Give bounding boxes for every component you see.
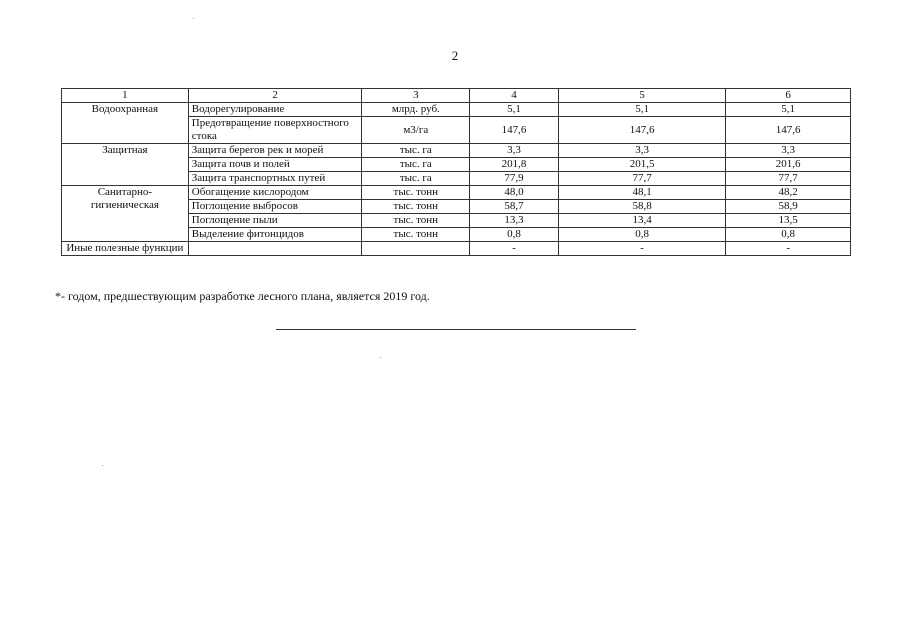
unit-cell: млрд. руб. xyxy=(362,103,470,117)
unit-cell: тыс. тонн xyxy=(362,228,470,242)
function-name-cell: Обогащение кислородом xyxy=(188,186,362,200)
unit-cell: тыс. га xyxy=(362,144,470,158)
value-cell-col6: 147,6 xyxy=(726,117,851,144)
unit-cell: тыс. га xyxy=(362,172,470,186)
unit-cell: тыс. тонн xyxy=(362,200,470,214)
value-cell-col5: 13,4 xyxy=(558,214,725,228)
value-cell-col4: 77,9 xyxy=(470,172,559,186)
unit-cell: тыс. га xyxy=(362,158,470,172)
column-header-6: 6 xyxy=(726,89,851,103)
value-cell-col4: 48,0 xyxy=(470,186,559,200)
value-cell-col4: 58,7 xyxy=(470,200,559,214)
function-name-cell: Водорегулирование xyxy=(188,103,362,117)
value-cell-col4: 3,3 xyxy=(470,144,559,158)
column-header-1: 1 xyxy=(62,89,189,103)
page-number: 2 xyxy=(451,48,459,63)
value-cell-col6: 77,7 xyxy=(726,172,851,186)
value-cell-col5: 5,1 xyxy=(558,103,725,117)
category-cell: Водоохранная xyxy=(62,103,189,144)
table-row xyxy=(62,186,851,200)
forest-functions-table xyxy=(61,88,851,256)
unit-cell xyxy=(362,242,470,256)
function-name-cell xyxy=(188,242,362,256)
table-row xyxy=(62,242,851,256)
function-name-cell: Защита почв и полей xyxy=(188,158,362,172)
category-cell: Иные полезные функции xyxy=(62,242,189,256)
unit-cell: тыс. тонн xyxy=(362,214,470,228)
value-cell-col6: 58,9 xyxy=(726,200,851,214)
column-header-2: 2 xyxy=(188,89,362,103)
value-cell-col5: 3,3 xyxy=(558,144,725,158)
function-name-cell: Выделение фитонцидов xyxy=(188,228,362,242)
value-cell-col5: 58,8 xyxy=(558,200,725,214)
value-cell-col4: 0,8 xyxy=(470,228,559,242)
column-header-3: 3 xyxy=(362,89,470,103)
value-cell-col4: 5,1 xyxy=(470,103,559,117)
function-name-cell: Защита транспортных путей xyxy=(188,172,362,186)
column-header-4: 4 xyxy=(470,89,559,103)
table-row xyxy=(62,144,851,158)
function-name-cell: Защита берегов рек и морей xyxy=(188,144,362,158)
scan-speck xyxy=(380,357,381,358)
value-cell-col6: 5,1 xyxy=(726,103,851,117)
value-cell-col6: - xyxy=(726,242,851,256)
table-header-row xyxy=(62,89,851,103)
value-cell-col5: 77,7 xyxy=(558,172,725,186)
value-cell-col5: 0,8 xyxy=(558,228,725,242)
function-name-cell: Предотвращение поверхностного стока xyxy=(188,117,362,144)
value-cell-col6: 13,5 xyxy=(726,214,851,228)
value-cell-col4: 201,8 xyxy=(470,158,559,172)
value-cell-col5: 201,5 xyxy=(558,158,725,172)
scan-speck xyxy=(102,465,103,466)
table-row xyxy=(62,103,851,117)
value-cell-col5: - xyxy=(558,242,725,256)
value-cell-col6: 48,2 xyxy=(726,186,851,200)
function-name-cell: Поглощение пыли xyxy=(188,214,362,228)
value-cell-col4: - xyxy=(470,242,559,256)
closing-rule xyxy=(276,329,636,330)
category-cell: Санитарно-гигиеническая xyxy=(62,186,189,242)
value-cell-col6: 0,8 xyxy=(726,228,851,242)
value-cell-col4: 13,3 xyxy=(470,214,559,228)
value-cell-col4: 147,6 xyxy=(470,117,559,144)
unit-cell: м3/га xyxy=(362,117,470,144)
value-cell-col5: 147,6 xyxy=(558,117,725,144)
category-cell: Защитная xyxy=(62,144,189,186)
value-cell-col5: 48,1 xyxy=(558,186,725,200)
unit-cell: тыс. тонн xyxy=(362,186,470,200)
function-name-cell: Поглощение выбросов xyxy=(188,200,362,214)
value-cell-col6: 3,3 xyxy=(726,144,851,158)
scan-speck xyxy=(193,18,194,19)
column-header-5: 5 xyxy=(558,89,725,103)
value-cell-col6: 201,6 xyxy=(726,158,851,172)
footnote: *- годом, предшествующим разработке лесного плана, является 2019 год. xyxy=(55,289,430,303)
